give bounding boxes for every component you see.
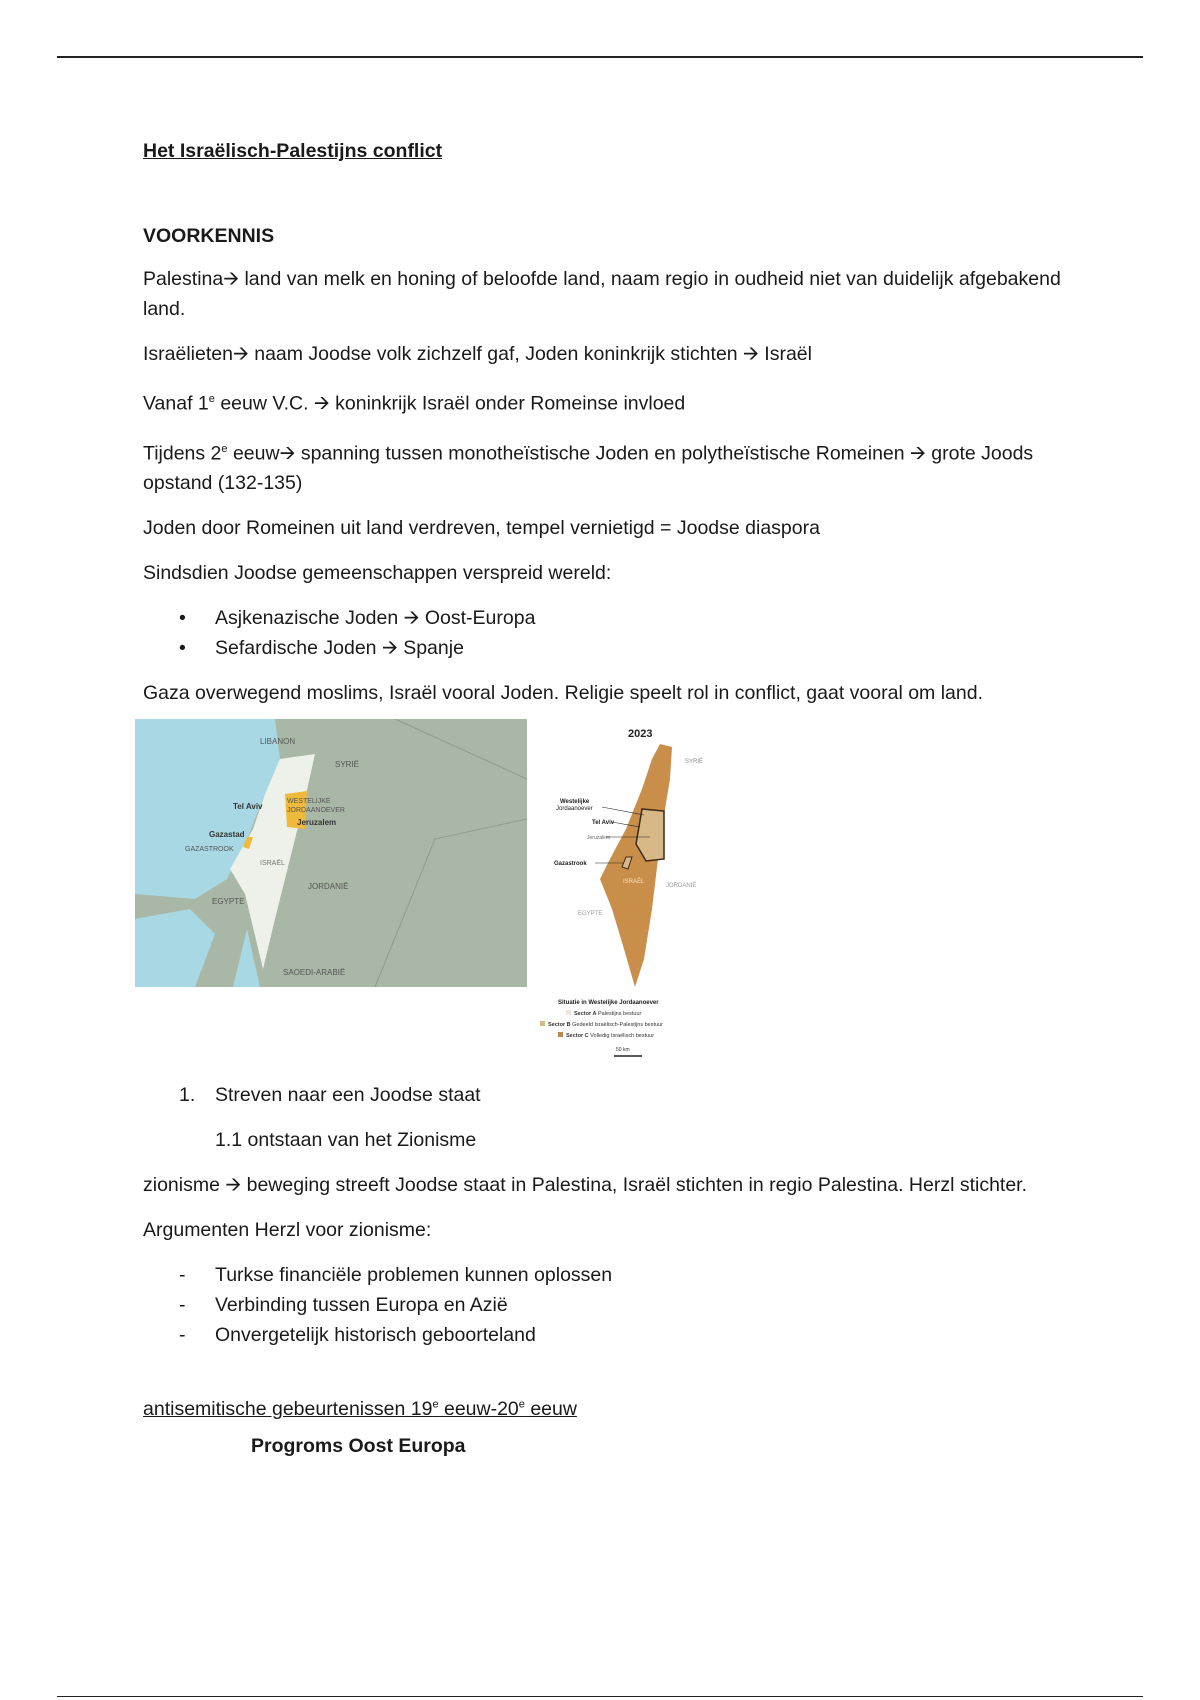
paragraph-eerste-eeuw: Vanaf 1e eeuw V.C. 🡪 koninkrijk Israël onder Romeinse invloed [143,392,686,415]
legend-item: Sector A Palestijns bestuur [574,1011,642,1017]
regional-map [135,719,527,987]
map-year: 2023 [628,728,653,740]
underlined-heading-antisemitisme: antisemitische gebeurtenissen 19e eeuw-20e eeuw [143,1398,577,1420]
paragraph-zionisme: zionisme 🡪 beweging streeft Joodse staat in Palestina, Israël stichten in regio Palestina. Herzl stichter. [143,1174,1028,1196]
bullet-list-joden [143,603,1103,663]
map-label: JORDANIË [308,882,349,891]
section-heading-voorkennis: VOORKENNIS [143,225,275,247]
list-item: - Onvergetelijk historisch geboorteland [143,1320,1103,1350]
list-item: • Sefardische Joden 🡪 Spanje [143,633,1103,663]
paragraph-diaspora: Joden door Romeinen uit land verdreven, tempel vernietigd = Joodse diaspora [143,517,820,539]
legend-item: Sector C Volledig Israëlisch bestuur [566,1033,655,1039]
paragraph-tweede-eeuw: Tijdens 2e eeuw🡪 spanning tussen monotheïstische Joden en polytheïstische Romeinen 🡪 grote Joods opstand (132-135) [143,442,1034,494]
paragraph-gemeenschappen: Sindsdien Joodse gemeenschappen verspreid wereld: [143,562,612,584]
map-label: Jeruzalem [587,835,611,841]
map-label: Gazastad [209,830,245,839]
legend-swatch [566,1010,571,1015]
map-label: SAOEDI-ARABIË [283,968,346,977]
map-label: EGYPTE [212,897,245,906]
map-label: GAZASTROOK [185,846,234,853]
map-label: Jordaanoever [556,806,593,812]
map-label: JORDANIË [666,883,697,889]
numbered-heading [143,1080,1103,1110]
map-label: EGYPTE [578,911,603,917]
scale-label: 50 km [616,1047,630,1053]
map-label: Tel Aviv [592,820,615,826]
list-item: 1. Streven naar een Joodse staat [179,1084,481,1106]
legend-swatch [540,1021,545,1026]
map-label: ISRAËL [623,879,645,885]
map-label: SYRIË [335,760,360,769]
top-rule [57,56,1143,58]
paragraph-gaza: Gaza overwegend moslims, Israël vooral Joden. Religie speelt rol in conflict, gaat vooral om land. [143,682,983,704]
document-body [143,140,1103,1458]
situation-map-2023 [540,719,735,1074]
dash-list-argumenten [143,1260,1103,1350]
map-label: ISRAËL [260,860,285,867]
paragraph-palestina: Palestina🡪 land van melk en honing of beloofde land, naam regio in oudheid niet van duidelijk afgebakend land. [143,268,1061,320]
map-label: LIBANON [260,737,296,746]
map-label: Westelijke [560,799,590,805]
map-label: Tel Aviv [233,802,263,811]
document-title: Het Israëlisch-Palestijns conflict [143,140,443,162]
subheading-zionisme: 1.1 ontstaan van het Zionisme [215,1129,477,1151]
map-label: JORDAANOEVER [287,807,345,814]
paragraph-israelieten: Israëlieten🡪 naam Joodse volk zichzelf gaf, Joden koninkrijk stichten 🡪 Israël [143,343,812,365]
map-label: SYRIË [685,759,704,765]
maps-figure [135,719,1103,1074]
paragraph-argumenten: Argumenten Herzl voor zionisme: [143,1219,432,1241]
list-item: - Verbinding tussen Europa en Azië [143,1290,1103,1320]
legend-title: Situatie in Westelijke Jordaanoever [558,1000,659,1006]
map-label: Jeruzalem [297,818,337,827]
map-label: Gazastrook [554,861,587,867]
map-label: WESTELIJKE [287,798,331,805]
legend-item: Sector B Gedeeld Israëlisch-Palestijns bestuur [548,1022,663,1028]
bottom-rule [57,1696,1143,1697]
list-item: - Turkse financiële problemen kunnen oplossen [143,1260,1103,1290]
bold-subheading-progroms: Progroms Oost Europa [251,1435,466,1457]
legend-swatch [558,1032,563,1037]
list-item: • Asjkenazische Joden 🡪 Oost-Europa [143,603,1103,633]
